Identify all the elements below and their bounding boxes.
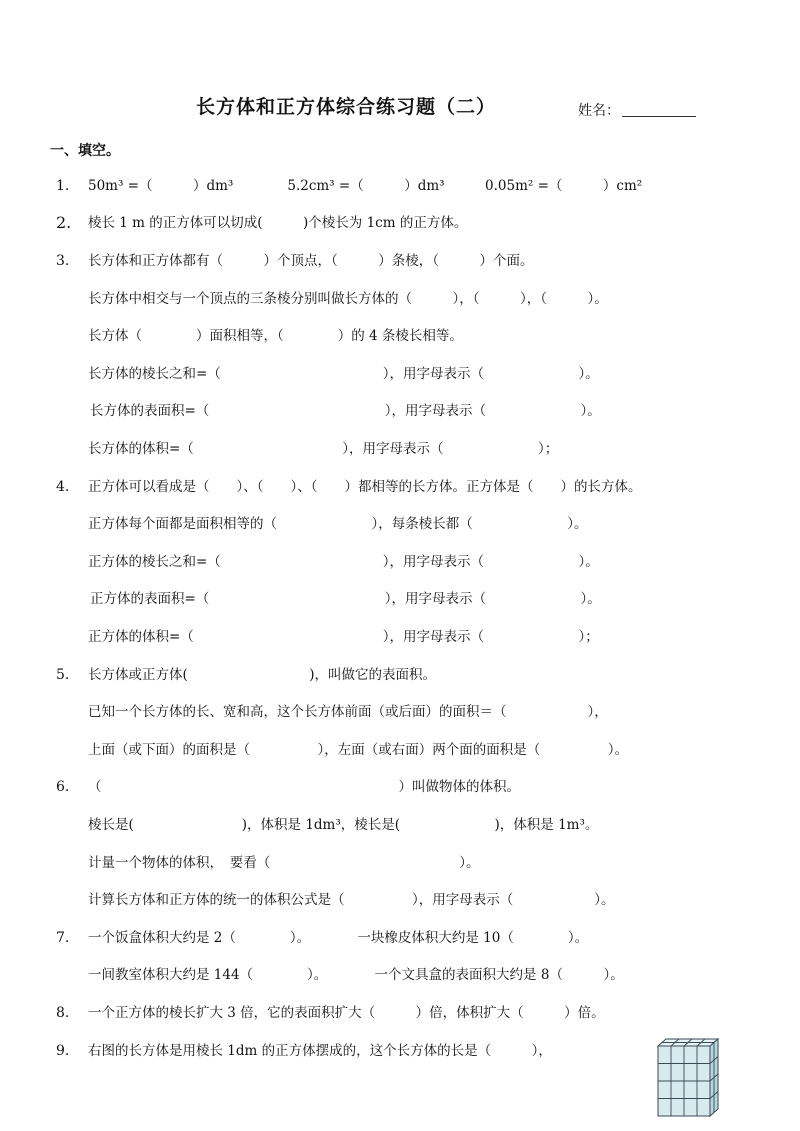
q3-line-5: 长方体的表面积=（ ），用字母表示（ ）。 — [90, 403, 601, 419]
q5-line-3: 上面（或下面）的面积是（ ），左面（或右面）两个面的面积是（ ）。 — [88, 742, 628, 758]
q4-line-5: 正方体的体积=（ ），用字母表示（ ）； — [88, 629, 599, 645]
q2-line: 棱长 1 m 的正方体可以切成( )个棱长为 1cm 的正方体。 — [88, 215, 468, 231]
q9-line: 右图的长方体是用棱长 1dm 的正方体摆成的，这个长方体的长是（ ）， — [88, 1043, 552, 1059]
q3-line-2: 长方体中相交与一个顶点的三条棱分别叫做长方体的（ ），（ ），（ ）。 — [88, 291, 608, 307]
q4-line-1: 正方体可以看成是（ ）、（ ）、（ ）都相等的长方体。正方体是（ ）的长方体。 — [88, 479, 642, 495]
q3-line-1: 长方体和正方体都有（ ）个顶点，（ ）条棱，（ ）个面。 — [88, 253, 534, 269]
question-number-3: 3. — [56, 253, 70, 269]
question-number-6: 6. — [56, 779, 70, 795]
q3-line-6: 长方体的体积=（ ），用字母表示（ ）； — [88, 441, 559, 457]
q3-line-4: 长方体的棱长之和=（ ），用字母表示（ ）。 — [88, 366, 599, 382]
q1-line: 50m³ =（ ）dm³ 5.2cm³ =（ ）dm³ 0.05m² =（ ）cm² — [88, 178, 643, 194]
q5-line-2: 已知一个长方体的长、宽和高，这个长方体前面（或后面）的面积＝（ ）， — [88, 704, 608, 720]
question-number-5: 5. — [56, 667, 70, 683]
question-number-4: 4. — [56, 479, 70, 495]
q6-line-2: 棱长是( )，体积是 1dm³，棱长是( )，体积是 1m³。 — [88, 817, 599, 833]
section-heading: 一、填空。 — [50, 143, 120, 159]
q6-line-3: 计量一个物体的体积， 要看（ ）。 — [88, 855, 480, 871]
question-number-2: 2. — [56, 213, 72, 232]
q5-line-1: 长方体或正方体( )，叫做它的表面积。 — [88, 667, 437, 683]
question-number-7: 7. — [56, 930, 70, 946]
question-number-9: 9. — [56, 1043, 70, 1059]
q8-line: 一个正方体的棱长扩大 3 倍，它的表面积扩大（ ）倍，体积扩大（ ）倍。 — [88, 1005, 605, 1021]
name-label: 姓名： — [578, 103, 620, 119]
question-number-8: 8. — [56, 1005, 70, 1021]
q3-line-3: 长方体（ ）面积相等，（ ）的 4 条棱长相等。 — [88, 328, 463, 344]
q4-line-3: 正方体的棱长之和=（ ），用字母表示（ ）。 — [88, 554, 599, 570]
page-title: 长方体和正方体综合练习题（二） — [196, 96, 497, 118]
q4-line-2: 正方体每个面都是面积相等的（ ），每条棱长都（ ）。 — [88, 516, 588, 532]
q6-line-1: （ ）叫做物体的体积。 — [88, 779, 520, 795]
cuboid-icon — [652, 1036, 722, 1118]
q7-line-2: 一间教室体积大约是 144（ ）。 一个文具盒的表面积大约是 8（ ）。 — [88, 967, 624, 983]
question-number-1: 1. — [56, 178, 70, 194]
name-blank-line — [622, 116, 696, 117]
q4-line-4: 正方体的表面积=（ ），用字母表示（ ）。 — [90, 591, 601, 607]
q6-line-4: 计算长方体和正方体的统一的体积公式是（ ），用字母表示（ ）。 — [88, 892, 615, 908]
q7-line-1: 一个饭盒体积大约是 2（ ）。 一块橡皮体积大约是 10（ ）。 — [88, 930, 589, 946]
